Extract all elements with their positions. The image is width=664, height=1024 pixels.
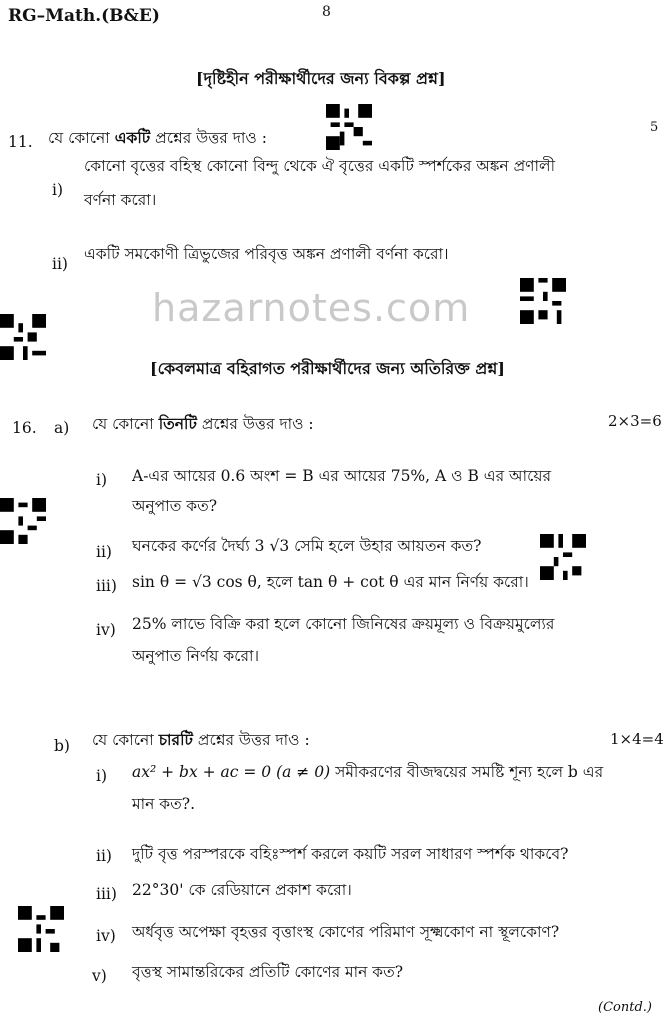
q16a-item-label: i) [96, 471, 108, 489]
q16a-item-i-line2: অনুপাত কত? [132, 497, 218, 515]
q11-item-i-line1: কোনো বৃত্তের বহিস্থ কোনো বিন্দু থেকে ঐ বৃত্তের একটি স্পর্শকের অঙ্কন প্রণালী [84, 157, 556, 175]
q16b-item-label: v) [92, 967, 107, 985]
watermark: hazarnotes.com [152, 286, 471, 330]
q16a-stem-bold: তিনটি [158, 414, 197, 433]
q16b-item-i-line2: মান কত?. [132, 795, 195, 813]
q16a-stem-post: প্রশ্নের উত্তর দাও : [201, 415, 314, 433]
qr-code [18, 904, 64, 954]
q16a-item-iii: sin θ = √3 cos θ, হলে tan θ + cot θ এর মান নির্ণয় করো। [132, 573, 529, 591]
q16b-stem [92, 726, 310, 754]
q16b-item-label: iii) [96, 885, 117, 903]
q16a-stem [92, 410, 314, 438]
q16b-item-ii: দুটি বৃত্ত পরস্পরকে বহিঃস্পর্শ করলে কয়টি সরল সাধারণ স্পর্শক থাকবে? [132, 845, 569, 863]
q16b-part: b) [54, 737, 70, 755]
q11-side-mark: 5 [650, 120, 659, 135]
q11-item-i [84, 152, 644, 214]
q16a-item-iv-line1: 25% লাভে বিক্রি করা হলে কোনো জিনিষের ক্রয়মূল্য ও বিক্রয়মুল্যের [132, 615, 555, 633]
q11-item-i-line2: বর্ণনা করো। [84, 191, 157, 209]
q11-stem [48, 124, 267, 152]
q16b-item-label: ii) [96, 847, 112, 865]
q11-item-ii: একটি সমকোণী ত্রিভুজের পরিবৃত্ত অঙ্কন প্রণালী বর্ণনা করো। [84, 245, 449, 263]
q16b-item-i-math: ax² + bx + ac = 0 (a ≠ 0) [132, 763, 331, 781]
q16b-item-i-line1: সমীকরণের বীজদ্বয়ের সমষ্টি শূন্য হলে b এর [335, 763, 604, 781]
q16a-marks: 2×3=6 [608, 412, 662, 430]
q16b-item-i [132, 758, 642, 818]
q16a-item-iv-line2: অনুপাত নির্ণয় করো। [132, 647, 260, 665]
qr-code [0, 312, 46, 362]
q16a-item-ii: ঘনকের কর্ণের দৈর্ঘ্য 3 √3 সেমি হলে উহার আয়তন কত? [132, 537, 482, 555]
continued-note: (Contd.) [598, 1000, 652, 1015]
qr-code [0, 496, 46, 546]
q16-number: 16. [12, 419, 37, 437]
q16a-item-iv [132, 610, 642, 670]
q16b-stem-bold: চারটি [158, 730, 193, 749]
q11-stem-bold: একটি [114, 128, 151, 147]
section-title-visually-impaired: [দৃষ্টিহীন পরীক্ষার্থীদের জন্য বিকল্প প্রশ্ন] [196, 69, 446, 88]
page-number: 8 [322, 4, 331, 20]
q16b-item-iii: 22°30' কে রেডিয়ানে প্রকাশ করো। [132, 881, 352, 899]
q16a-stem-pre: যে কোনো [92, 415, 154, 433]
q16b-marks: 1×4=4 [610, 730, 664, 748]
q16a-item-i [132, 462, 642, 520]
q11-stem-post: প্রশ্নের উত্তর দাও : [155, 129, 267, 147]
q11-number: 11. [8, 133, 33, 151]
qr-code [540, 532, 586, 582]
q16a-part: a) [54, 419, 70, 437]
q11-stem-pre: যে কোনো [48, 129, 110, 147]
q16a-item-label: ii) [96, 543, 112, 561]
section-title-external: [কেবলমাত্র বহিরাগত পরীক্ষার্থীদের জন্য অতিরিক্ত প্রশ্ন] [150, 359, 505, 378]
q16a-item-label: iv) [96, 621, 116, 639]
qr-code [326, 102, 372, 152]
q16a-item-label: iii) [96, 577, 117, 595]
paper-code: RG–Math.(B&E) [8, 6, 160, 26]
qr-code [520, 276, 566, 326]
q16b-item-label: iv) [96, 927, 116, 945]
q16a-item-i-line1: A-এর আয়ের 0.6 অংশ = B এর আয়ের 75%, A ও B এর আয়ের [132, 467, 551, 485]
q16b-item-iv: অর্ধবৃত্ত অপেক্ষা বৃহত্তর বৃত্তাংস্থ কোণের পরিমাণ সূক্ষ্মকোণ না স্থূলকোণ? [132, 923, 560, 941]
q16b-item-v: বৃত্তস্থ সামান্তরিকের প্রতিটি কোণের মান কত? [132, 963, 404, 981]
q11-item-label: ii) [52, 255, 68, 273]
q11-item-label: i) [52, 181, 64, 199]
q16b-stem-post: প্রশ্নের উত্তর দাও : [197, 731, 310, 749]
q16b-stem-pre: যে কোনো [92, 731, 154, 749]
q16b-item-label: i) [96, 767, 108, 785]
